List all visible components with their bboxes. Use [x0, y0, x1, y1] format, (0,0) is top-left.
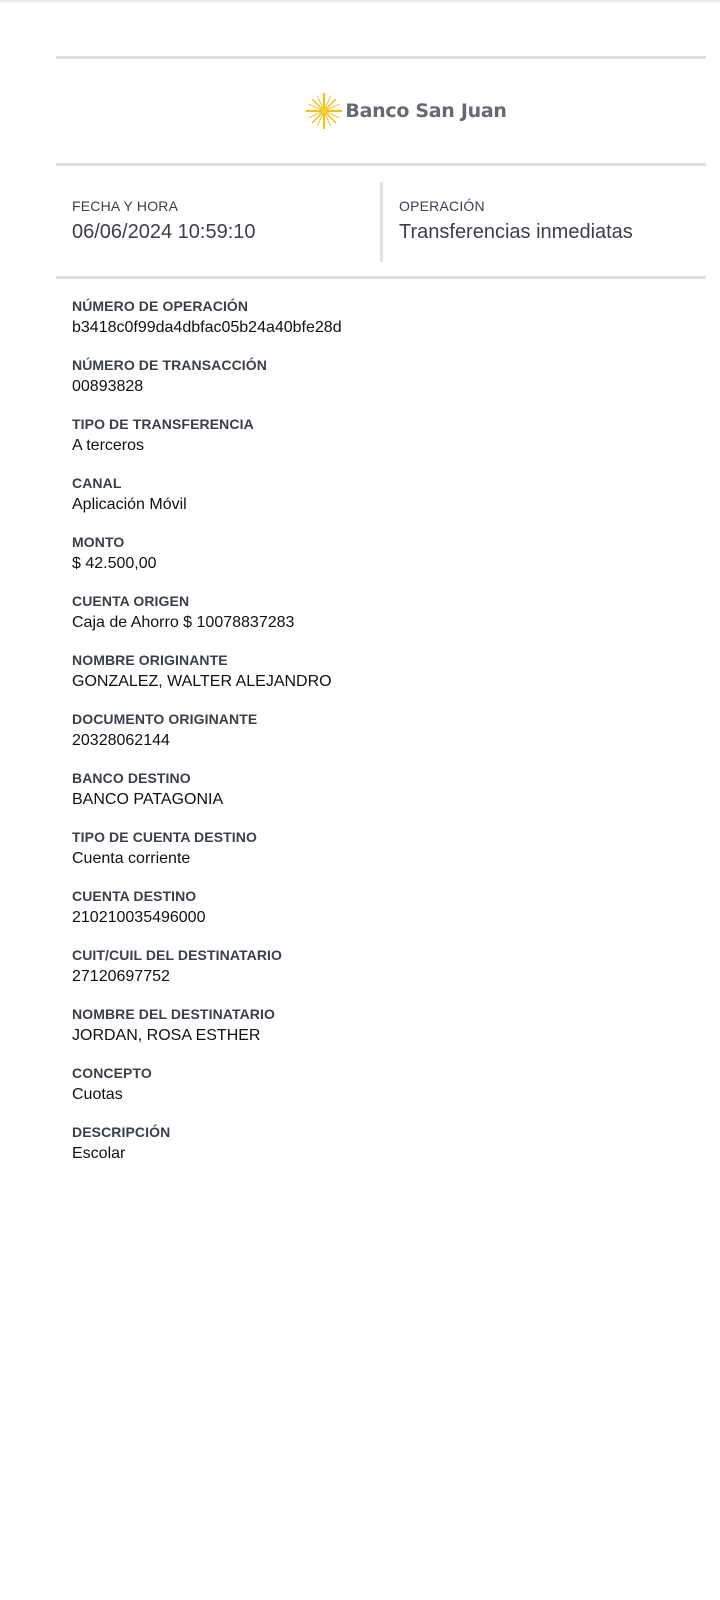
field-label: BANCO DESTINO: [72, 770, 191, 786]
field-value: 27120697752: [72, 968, 170, 985]
datetime-value: 06/06/2024 10:59:10: [72, 221, 256, 243]
field-label: NOMBRE DEL DESTINATARIO: [72, 1006, 275, 1022]
transfer-receipt: [56, 56, 706, 1183]
field-value: b3418c0f99da4dbfac05b24a40bfe28d: [72, 319, 342, 336]
field-value: 00893828: [72, 378, 144, 395]
field-amount: [72, 534, 706, 593]
field-label: DESCRIPCIÓN: [72, 1124, 171, 1140]
field-label: TIPO DE CUENTA DESTINO: [72, 829, 257, 845]
field-value: 20328062144: [72, 732, 170, 749]
field-value: Caja de Ahorro $ 10078837283: [72, 614, 295, 631]
operation-summary: [56, 166, 706, 276]
field-destination-account: [72, 888, 706, 947]
operation-cell: [383, 166, 633, 276]
field-label: TIPO DE TRANSFERENCIA: [72, 416, 254, 432]
field-value: BANCO PATAGONIA: [72, 791, 224, 808]
field-description: [72, 1124, 706, 1183]
field-label: CANAL: [72, 475, 122, 491]
field-value: Escolar: [72, 1145, 126, 1162]
datetime-cell: [56, 166, 380, 276]
field-value: 210210035496000: [72, 909, 206, 926]
field-value: Cuotas: [72, 1086, 123, 1103]
operation-label: OPERACIÓN: [399, 198, 485, 214]
top-edge-shadow: [0, 0, 720, 4]
field-operation-number: [72, 298, 706, 357]
field-channel: [72, 475, 706, 534]
field-recipient-name: [72, 1006, 706, 1065]
field-destination-bank: [72, 770, 706, 829]
field-value: JORDAN, ROSA ESTHER: [72, 1027, 261, 1044]
field-source-account: [72, 593, 706, 652]
field-label: NÚMERO DE OPERACIÓN: [72, 298, 249, 314]
field-concept: [72, 1065, 706, 1124]
field-label: MONTO: [72, 534, 125, 550]
field-label: CUENTA DESTINO: [72, 888, 197, 904]
field-value: $ 42.500,00: [72, 555, 157, 572]
field-originator-document: [72, 711, 706, 770]
field-label: NÚMERO DE TRANSACCIÓN: [72, 357, 267, 373]
field-label: DOCUMENTO ORIGINANTE: [72, 711, 258, 727]
field-value: Aplicación Móvil: [72, 496, 187, 513]
field-destination-account-type: [72, 829, 706, 888]
field-transaction-number: [72, 357, 706, 416]
field-value: Cuenta corriente: [72, 850, 191, 867]
field-originator-name: [72, 652, 706, 711]
field-label: CONCEPTO: [72, 1065, 152, 1081]
details-list: [56, 279, 706, 1183]
star-burst-icon: [305, 92, 343, 130]
field-label: CUENTA ORIGEN: [72, 593, 190, 609]
brand-header: [56, 59, 706, 163]
field-label: CUIT/CUIL DEL DESTINATARIO: [72, 947, 283, 963]
field-value: GONZALEZ, WALTER ALEJANDRO: [72, 673, 332, 690]
operation-value: Transferencias inmediatas: [399, 221, 633, 243]
datetime-label: FECHA Y HORA: [72, 198, 179, 214]
field-recipient-cuit: [72, 947, 706, 1006]
bank-name: Banco San Juan: [345, 100, 507, 122]
field-label: NOMBRE ORIGINANTE: [72, 652, 228, 668]
bank-logo: [305, 92, 506, 130]
field-transfer-type: [72, 416, 706, 475]
field-value: A terceros: [72, 437, 145, 454]
